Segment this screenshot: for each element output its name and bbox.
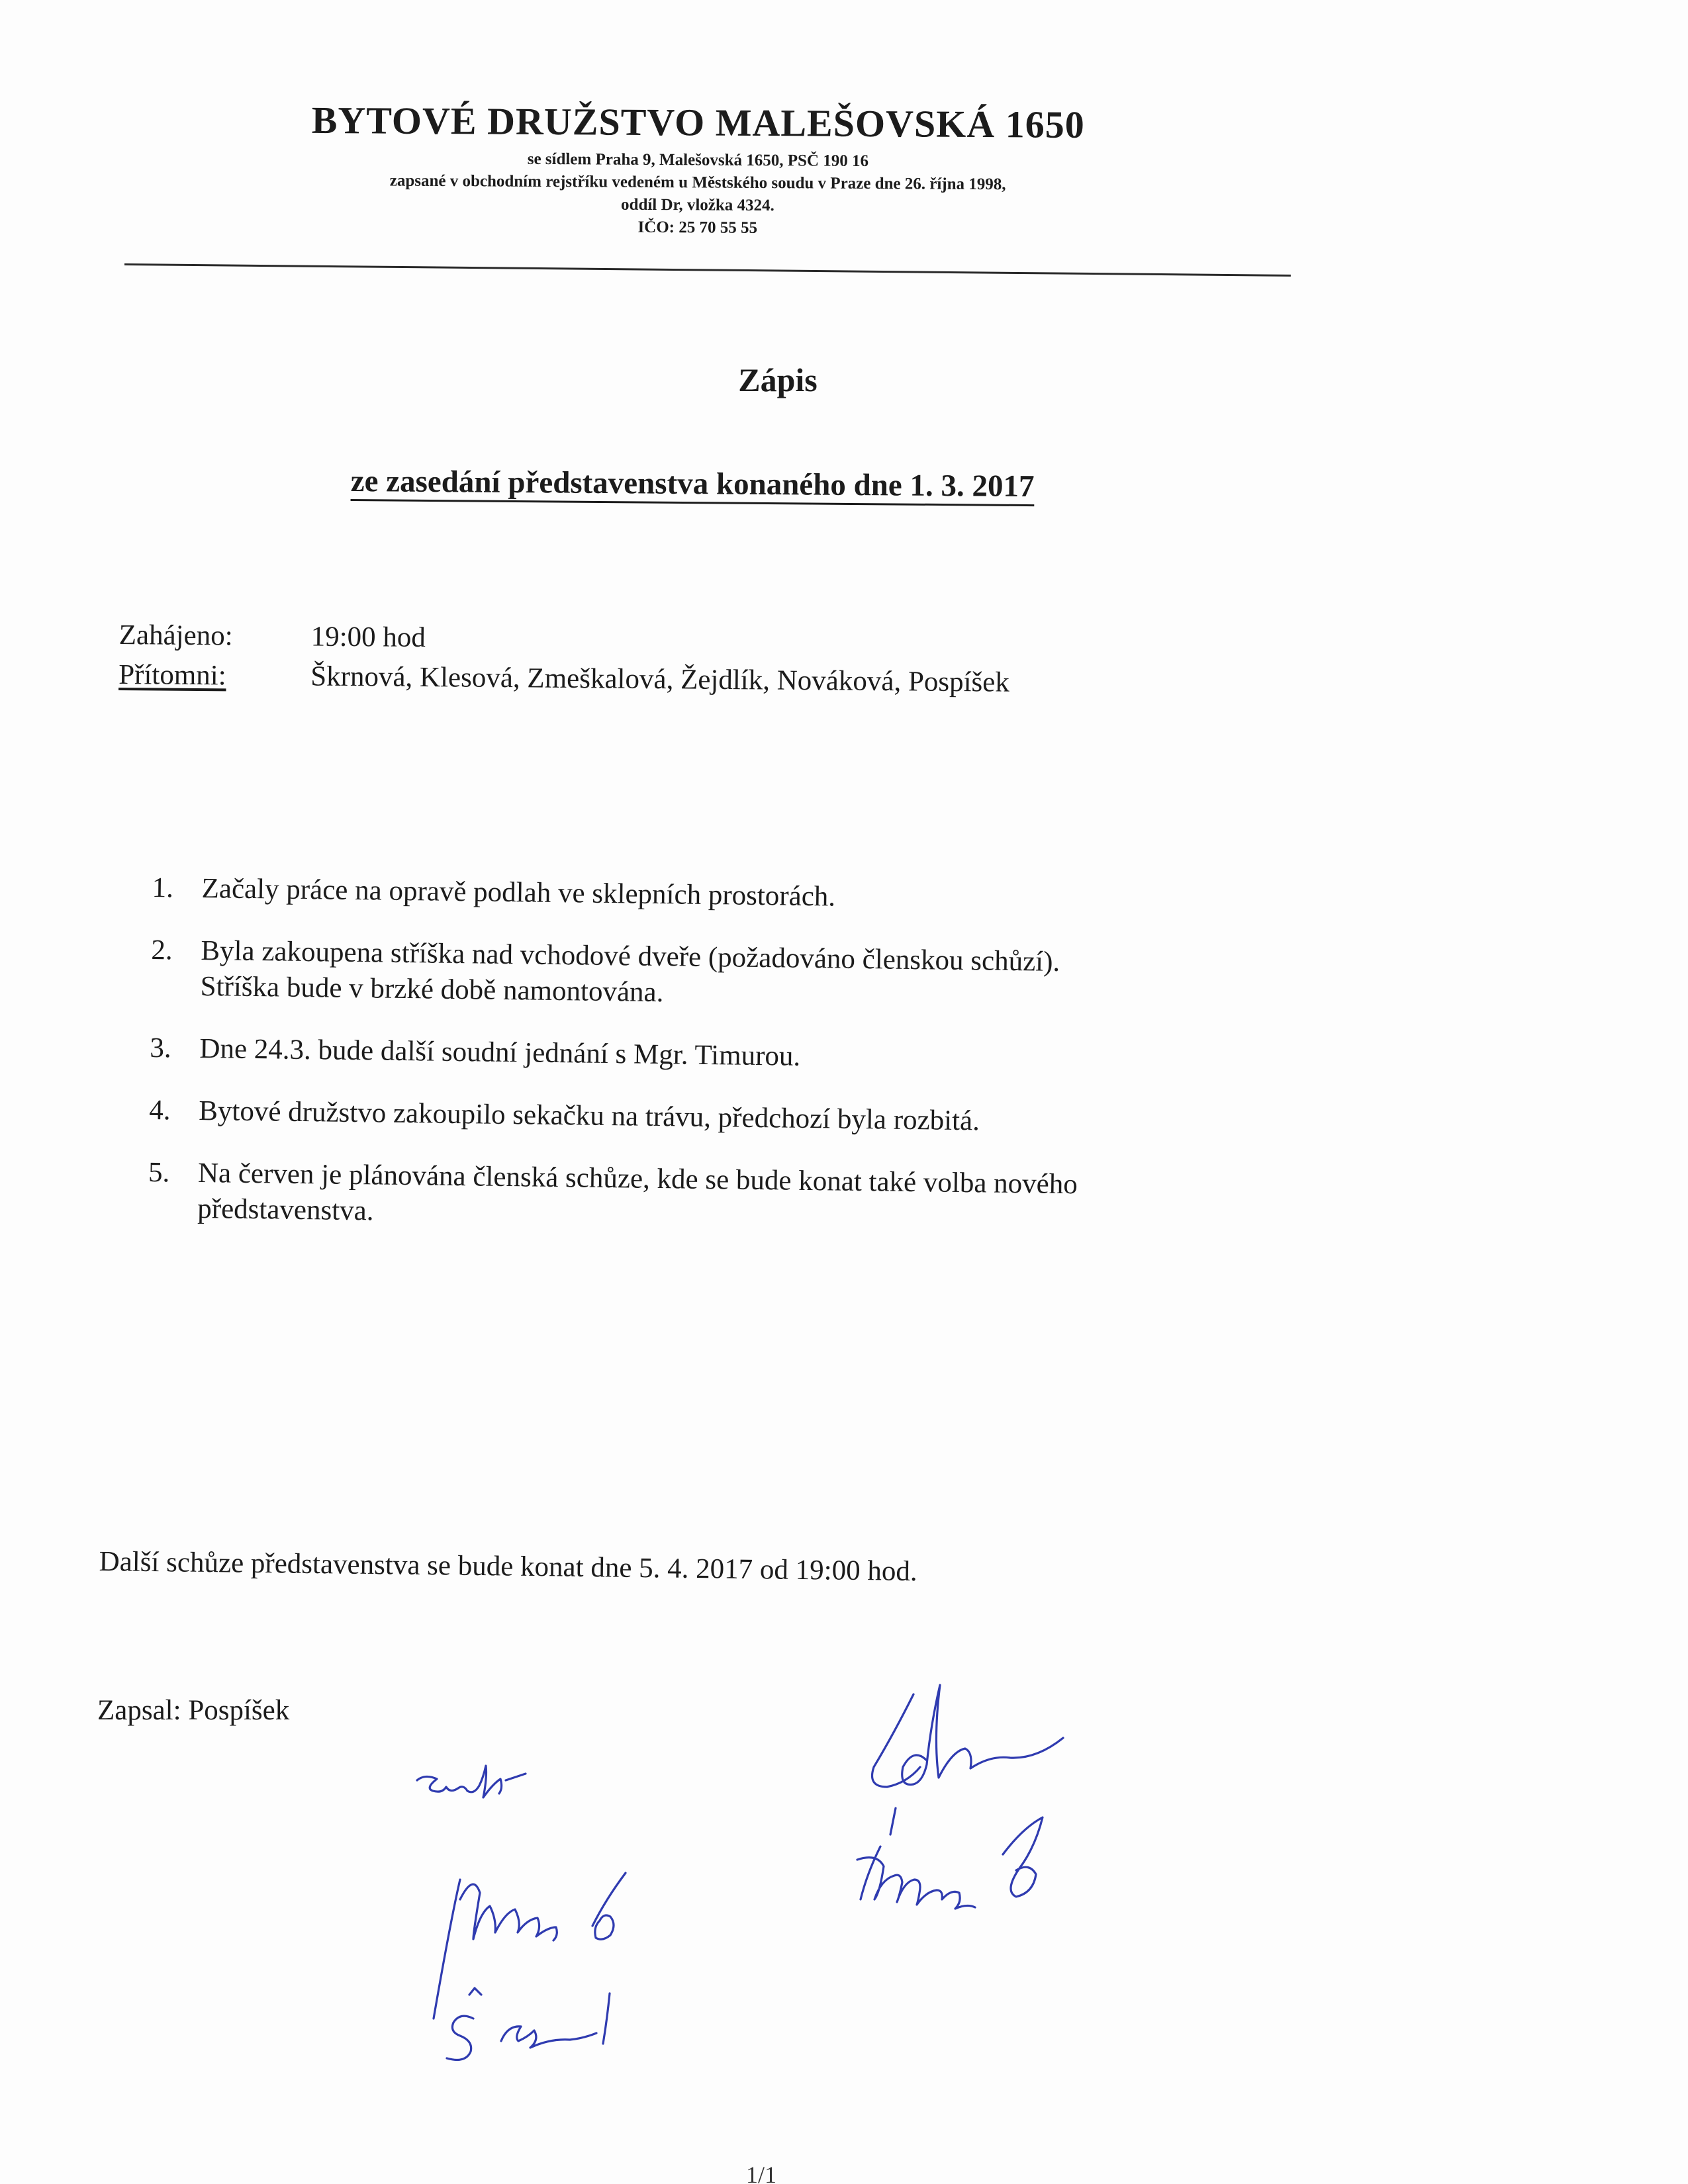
letterhead [112, 93, 1284, 243]
agenda-item-number: 5. [148, 1156, 170, 1189]
agenda-item-number: 2. [151, 934, 173, 966]
signature-pospisek [417, 1766, 526, 1797]
signature-skrnova [447, 1988, 610, 2060]
started-value: 19:00 hod [310, 621, 426, 654]
agenda-item-number: 4. [148, 1094, 171, 1126]
agenda-list [147, 870, 1244, 1267]
present-row [118, 655, 1009, 703]
agenda-item-text [197, 1156, 1241, 1241]
present-label: Přítomni: [118, 659, 226, 692]
recorded-by: Zapsal: Pospíšek [97, 1695, 290, 1726]
agenda-item-line: Začaly práce na opravě podlah ve sklepních prostorách. [201, 872, 836, 913]
agenda-item-text [199, 1031, 1243, 1081]
agenda-item-text [201, 871, 1244, 921]
signature-klesova-slash [592, 1873, 626, 1926]
agenda-item-line: Na červen je plánována členská schůze, kde se bude konat také volba nového [197, 1157, 1078, 1201]
agenda-item [149, 1093, 1242, 1143]
organization-name: BYTOVÉ DRUŽSTVO MALEŠOVSKÁ 1650 [311, 98, 1085, 146]
agenda-item-text [199, 1093, 1242, 1143]
agenda-item [150, 1030, 1243, 1081]
next-meeting-note: Další schůze představenstva se bude konat dne 5. 4. 2017 od 19:00 hod. [99, 1546, 917, 1588]
agenda-item-text [200, 933, 1243, 1019]
agenda-item-line: Dne 24.3. bude další soudní jednání s Mgr. Timurou. [199, 1032, 801, 1072]
organization-registry-section: oddíl Dr, vložka 4324. [621, 195, 774, 215]
document-title: Zápis [738, 361, 818, 398]
agenda-item-line: Byla zakoupena stříška nad vchodové dveře (požadováno členskou schůzí). [201, 934, 1060, 978]
present-value: Škrnová, Klesová, Zmeškalová, Žejdlík, Nováková, Pospíšek [310, 660, 1010, 698]
agenda-item-number: 3. [150, 1032, 172, 1064]
agenda-item-line: Stříška bude v brzké době namontována. [200, 970, 664, 1009]
agenda-item-line: představenstva. [197, 1193, 374, 1227]
started-label: Zahájeno: [118, 619, 233, 652]
meeting-meta [118, 615, 1010, 703]
signature-novakova [857, 1808, 1043, 1909]
letterhead-divider [124, 263, 1291, 277]
organization-address: se sídlem Praha 9, Malešovská 1650, PSČ 190 16 [527, 150, 869, 170]
page-number: 1/1 [745, 2161, 776, 2184]
signature-zmeskalova [872, 1685, 1064, 1787]
agenda-item-number: 1. [152, 872, 174, 904]
document-subtitle: ze zasedání představenstva konaného dne 1. 3. 2017 [350, 463, 1035, 504]
organization-id: IČO: 25 70 55 55 [637, 218, 758, 237]
agenda-item [148, 1155, 1241, 1241]
signature-klesova [434, 1880, 614, 2019]
signature-strokes [417, 1685, 1063, 2060]
agenda-item [152, 870, 1244, 921]
organization-registry: zapsané v obchodním rejstříku vedeném u Městského soudu v Praze dne 26. října 1998, [389, 171, 1006, 194]
agenda-item-line: Bytové družstvo zakoupilo sekačku na trávu, předchozí byla rozbitá. [198, 1095, 980, 1137]
signatures [371, 1681, 1139, 2091]
agenda-item [150, 933, 1243, 1019]
